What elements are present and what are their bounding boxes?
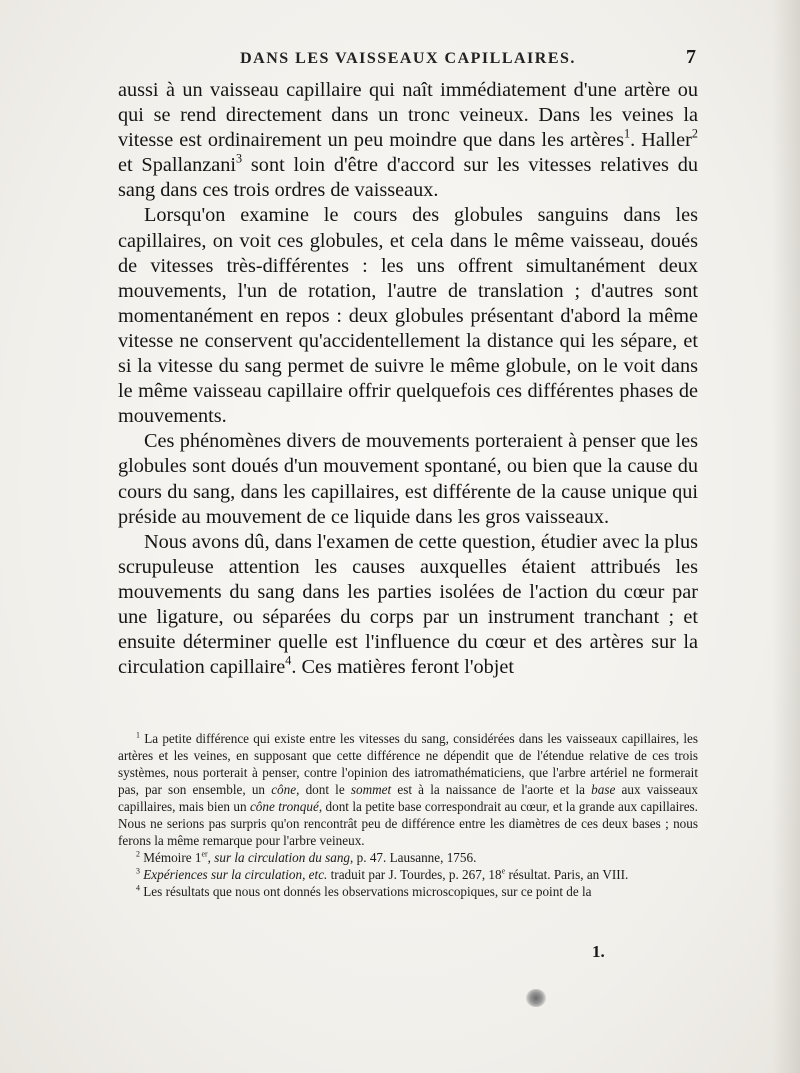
footnote-2-text: Mémoire 1 — [143, 850, 202, 865]
page-header — [118, 46, 698, 72]
footnotes — [118, 730, 698, 900]
signature-mark: 1. — [592, 942, 605, 961]
paragraph-4 — [118, 530, 698, 681]
footnote-ref-2: 2 — [691, 126, 698, 141]
footnote-ref-1: 1 — [624, 126, 631, 141]
ink-stain — [526, 989, 546, 1007]
footnote-marker: 3 — [136, 866, 140, 876]
footnote-3-sup: e — [501, 866, 506, 876]
footnote-3-text: traduit par J. Tourdes, p. 267, 18 — [327, 867, 502, 882]
footnote-1-italic: sommet — [350, 782, 392, 797]
running-title: DANS LES VAISSEAUX CAPILLAIRES. — [240, 50, 576, 67]
footnote-1-text: , dont la petite base correspondrait au cœur, et la grande aux capillaires. Nous ne serions pas surpris qu'on rencontrât peu de différence entre les diamètres de ces deux bases ; nous ferons la même remarque pour l'arbre veineux. — [118, 799, 698, 848]
paragraph-4-text-a: Nous avons dû, dans l'examen de cette question, étudier avec la plus scrupuleuse attention les causes auxquelles étaient attribués les mouvements du sang dans les parties isolées de l'action du cœur par une ligature, ou séparées du corps par un instrument tranchant ; et ensuite déterminer quelle est l'influence du cœur et des artères sur la circulation capillaire — [118, 530, 698, 679]
footnote-ref-4: 4 — [285, 653, 292, 668]
footnote-1-text: La petite différence qui existe entre les vitesses du sang, considérées dans les vaisseaux capillaires, les artères et les veines, en supposant que cette différence ne dépendit que de l'étendue relative de ces trois systèmes, nous porterait à penser, contre l'opinion des iatromathématiciens, que l'arbre artériel ne formerait pas, par son ensemble, un — [118, 731, 699, 797]
footnote-3-italic: Expériences sur la circulation — [143, 867, 303, 882]
footnote-ref-3: 3 — [236, 151, 243, 166]
footnote-marker: 1 — [136, 730, 140, 740]
footnote-2 — [118, 849, 698, 866]
paragraph-1 — [118, 78, 698, 203]
footnote-1-text: aux vaisseaux capillaires, mais bien un — [118, 782, 698, 814]
footnote-3 — [118, 866, 698, 883]
page-edge-shadow — [772, 0, 800, 1073]
footnote-marker: 4 — [136, 883, 140, 893]
footnote-1-italic: base — [591, 782, 616, 797]
footnote-1-italic: cône tronqué — [249, 799, 319, 814]
footnote-1-italic: cône — [271, 782, 297, 797]
footnote-3-italic: etc. — [308, 867, 328, 882]
footnote-4-text: Les résultats que nous ont donnés les observations microscopiques, sur ce point de la — [143, 884, 592, 899]
paragraph-4-text-b: . Ces matières feront l'objet — [291, 656, 515, 679]
main-text — [118, 78, 698, 680]
footnote-2-text: , — [207, 850, 215, 865]
paragraph-1-text-a: aussi à un vaisseau capillaire qui naît immédiatement d'une artère ou qui se rend directement dans un tronc veineux. Dans les veines la vitesse est ordinairement un peu moindre que dans les artères — [118, 79, 698, 152]
footnote-1-text: est à la naissance de l'aorte et la — [391, 782, 592, 797]
footnote-2-text: , p. 47. Lausanne, 1756. — [350, 850, 477, 865]
footnote-2-italic: sur la circulation du sang — [214, 850, 351, 865]
footnote-3-text: résultat. Paris, an VIII. — [505, 867, 629, 882]
paragraph-1-text-b: . Haller — [630, 129, 692, 152]
paragraph-1-text-d: sont loin d'être d'accord sur les vitesses relatives du sang dans ces trois ordres de vaisseaux. — [118, 154, 698, 202]
footnote-2-sup: er — [201, 849, 208, 859]
paragraph-1-text-c: et Spallanzani — [118, 154, 237, 177]
paragraph-3: Ces phénomènes divers de mouvements porteraient à penser que les globules sont doués d'un mouvement spontané, ou bien que la cause du cours du sang, dans les capillaires, est différente de la cause unique qui préside au mouvement de ce liquide dans les gros vaisseaux. — [118, 430, 698, 528]
footnote-4 — [118, 883, 698, 900]
footnote-marker: 2 — [136, 849, 140, 859]
paragraph-2: Lorsqu'on examine le cours des globules sanguins dans les capillaires, on voit ces globules, et cela dans le même vaisseau, doués de vitesses très-différentes : les uns offrent simultanément deux mouvements, l'un de rotation, l'autre de translation ; d'autres sont momentanément en repos : deux globules présentant d'abord la même vitesse ne conservent qu'accidentellement la distance qui les sépare, et si la vitesse du sang permet de suivre le même globule, on le voit dans le même vaisseau capillaire offrir quelquefois ces différentes phases de mouvements. — [118, 204, 698, 428]
footnote-1-text: , dont le — [296, 782, 351, 797]
footnote-1 — [118, 730, 698, 849]
page-number: 7 — [686, 46, 696, 68]
footnote-3-text: , — [302, 867, 309, 882]
